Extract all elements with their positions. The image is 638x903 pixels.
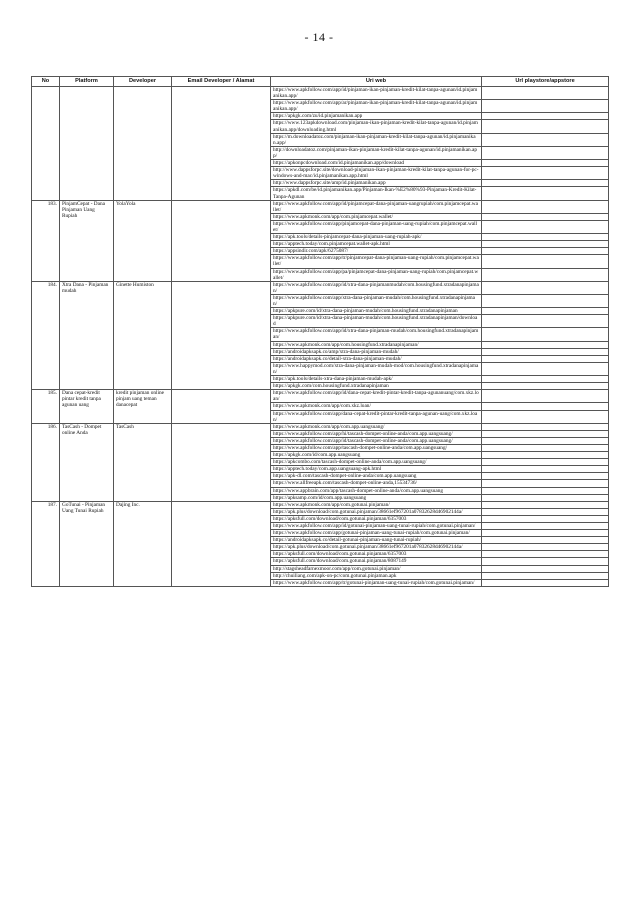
entry-number: 183. [32, 200, 60, 281]
web-url-link[interactable]: https://apksfull.com/download/com.gotunai.pinjaman/6357003 [271, 551, 482, 558]
web-url-link[interactable]: https://androidapksapk.co/detail-xtra-dana-pinjaman-mudah/ [271, 355, 482, 362]
web-url-link[interactable]: https://apksamp.com/id/com.app.uangsuang [271, 494, 482, 501]
web-url-link[interactable]: https://apkonpcdownload.com/id.pinjamanikan.app/download [271, 160, 482, 167]
web-url-link[interactable]: https://apptech.today/com.app.uangsuang-apk.html [271, 466, 482, 473]
store-url-cell [482, 100, 609, 113]
web-url-link[interactable]: https://www.apkfollow.com/app/tr/pinjamcepat-dana-pinjaman-uang-rupiah/com.pinjamcepat.wallet/ [271, 255, 482, 268]
entry-number [32, 87, 60, 201]
web-url-link[interactable]: https://appsindir.com/apk/6275087/ [271, 248, 482, 255]
store-url-cell [482, 255, 609, 268]
developer-name: Dajing Inc. [114, 501, 172, 586]
platform-name: PinjamCepat - Dana Pinjaman Uang Rupiah [60, 200, 114, 281]
store-url-cell [482, 167, 609, 180]
store-url-cell [482, 530, 609, 537]
store-url-cell [482, 508, 609, 515]
store-url-cell [482, 459, 609, 466]
store-url-cell [482, 187, 609, 200]
store-url-cell [482, 160, 609, 167]
developer-email [172, 423, 271, 501]
web-url-link[interactable]: https://www.apkmonk.com/app/com.housingfund.xtradanapinjaman/ [271, 341, 482, 348]
page-number: - 14 - [304, 30, 334, 44]
table-row [32, 423, 609, 430]
store-url-cell [482, 248, 609, 255]
web-url-link[interactable]: https://www.apkmonk.com/app/com.gotunai.pinjaman/ [271, 501, 482, 508]
web-url-link[interactable]: https://www.apkfollow.com/app/dana-cepat-kredit-pintar-kredit-tanpa-agunan-uang/com.xkz.loan/ [271, 410, 482, 423]
store-url-cell [482, 268, 609, 281]
platform-name: Xtra Dana - Pinjaman mudah [60, 281, 114, 390]
developer-email [172, 501, 271, 586]
store-url-cell [482, 403, 609, 410]
registry-table [31, 76, 609, 587]
developer-email [172, 200, 271, 281]
web-url-link[interactable]: https://www.apkmonk.com/app/com.xkz.loan/ [271, 403, 482, 410]
store-url-cell [482, 113, 609, 120]
web-url-link[interactable]: https://www.apkfollow.com/app/id/gotunai-pinjaman-uang-tunai-rupiah/com.gotunai.pinjaman/ [271, 523, 482, 530]
store-url-cell [482, 220, 609, 233]
store-url-cell [482, 390, 609, 403]
store-url-cell [482, 315, 609, 328]
table-row [32, 200, 609, 213]
header-row [32, 77, 609, 87]
store-url-cell [482, 241, 609, 248]
store-url-cell [482, 328, 609, 341]
table-row [32, 501, 609, 508]
store-url-cell [482, 494, 609, 501]
web-url-link[interactable]: https://www.apkfollow.com/app/id/pinjamcepat-dana-pinjaman-uangrupiah/com.pinjamcepat.wallet/ [271, 200, 482, 213]
table-row [32, 281, 609, 294]
web-url-link[interactable]: https://www.apkfollow.com/app/pinjamcepat-dana-pinjaman-uang-rupiah/com.pinjamcepat.wallet/ [271, 220, 482, 233]
developer-email [172, 390, 271, 423]
store-url-cell [482, 87, 609, 100]
developer-email [172, 281, 271, 390]
web-url-link[interactable]: https://apk.tools/details-xtra-dana-pinjaman-mudah-apk/ [271, 376, 482, 383]
table-body [32, 87, 609, 587]
web-url-link[interactable]: https://apkcombo.com/tascash-dompet-online-anda/com.app.uangsuang/ [271, 459, 482, 466]
store-url-cell [482, 213, 609, 220]
entry-number: 185. [32, 390, 60, 423]
web-url-link[interactable]: http://downloadatoz.com/pinjaman-ikan-pinjaman-kredit-kilat-tanpa-agunan/id.pinjamanikan.app/ [271, 146, 482, 159]
store-url-cell [482, 180, 609, 187]
store-url-cell [482, 410, 609, 423]
store-url-cell [482, 294, 609, 307]
web-url-link[interactable]: https://www.apkfollow.com/app/tascash-dompet-online-anda/com.app.uangsuang/ [271, 444, 482, 451]
web-url-link[interactable]: https://www.123apkdownload.com/pinjaman-ikan-pinjaman-kredit-kilat-tanpa-agunan/id.pinjamanikan.app/downloading.html [271, 120, 482, 133]
web-url-link[interactable]: https://www.apkfollow.com/app/id/dana-cepat-kredit-pintar-kredit-tanpa-agunanuang/com.xkz.loan/ [271, 390, 482, 403]
store-url-cell [482, 558, 609, 565]
web-url-link[interactable]: https://www.apkfollow.com/app/id/xtra-dana-pinjamanmudah/com.housingfund.xtradanapinjaman/ [271, 281, 482, 294]
store-url-cell [482, 383, 609, 390]
column-header-no: No [32, 77, 60, 87]
store-url-cell [482, 423, 609, 430]
web-url-link[interactable]: https://www.apkmonk.com/app/com.pinjamcepat.wallet/ [271, 213, 482, 220]
web-url-link[interactable]: https://www.apkmonk.com/app/com.app.uangsuang/ [271, 423, 482, 430]
store-url-cell [482, 515, 609, 522]
web-url-link[interactable]: https://apk.plus/download/com.gotunai.pinjaman/38661ef967201a07832628d46902144a/ [271, 544, 482, 551]
web-url-link[interactable]: https://www.apkfollow.com/app/tr/gotunai-pinjaman-uang-tunai-rupiah/com.gotunai.pinjaman/ [271, 579, 482, 586]
store-url-cell [482, 281, 609, 294]
column-header-store-url: Url playstore/appstore [482, 77, 609, 87]
store-url-cell [482, 234, 609, 241]
web-url-link[interactable]: https://www.apkfollow.com/app/xtra-dana-pinjaman-mudah/com.housingfund.xtradanapinjaman/ [271, 294, 482, 307]
developer-email [172, 87, 271, 201]
developer-name: TasCash [114, 423, 172, 501]
developer-name [114, 87, 172, 201]
entry-number: 186. [32, 423, 60, 501]
web-url-link[interactable]: https://www.appbrain.com/app/tascash-dompet-online-anda/com.app.uangsuang [271, 487, 482, 494]
web-url-link[interactable]: https://apk.plus/download/com.gotunai.pinjaman/38661ef967201a07832628d46902144a/ [271, 508, 482, 515]
web-url-link[interactable]: https://androidapksapk.co/detail-gotunai-pinjaman-uang-tunai-rupiah/ [271, 537, 482, 544]
web-url-link[interactable]: https://www.happymod.com/xtra-dana-pinjaman-mudah-mod/com.housingfund.xtradanapinjaman/ [271, 362, 482, 375]
web-url-link[interactable]: https://apkgk.com/com.housingfund.xtradanapinjaman [271, 383, 482, 390]
store-url-cell [482, 537, 609, 544]
web-url-link[interactable]: https://www.allfreeapk.com/tascash-dompet-online-anda,15534736/ [271, 480, 482, 487]
store-url-cell [482, 308, 609, 315]
column-header-platform: Platform [60, 77, 114, 87]
web-url-link[interactable]: https://apksfull.com/download/com.gotunai.pinjaman/8087149 [271, 558, 482, 565]
web-url-link[interactable]: https://www.apkfollow.com/app/ar/pinjaman-ikan-pinjaman-kredit-kilat-tanpa-agunan/id.pinjamanikan.app/ [271, 100, 482, 113]
web-url-link[interactable]: https://apkgk.com/zu/id.pinjamanikan.app [271, 113, 482, 120]
store-url-cell [482, 146, 609, 159]
store-url-cell [482, 565, 609, 572]
store-url-cell [482, 572, 609, 579]
web-url-link[interactable]: http://www.dappsforpc.site/download-pinjaman-ikan-pinjaman-kredit-kilat-tanpa-agunan-for-pc-windows-and-mac/id.pinjamanikan.app.html [271, 167, 482, 180]
entry-number: 187. [32, 501, 60, 586]
store-url-cell [482, 452, 609, 459]
table-row [32, 390, 609, 403]
web-url-link[interactable]: https://apkpure.com/id/xtra-dana-pinjaman-mudah/com.housingfund.xtradanapinjaman [271, 308, 482, 315]
web-url-link[interactable]: https://www.apkfollow.com/app/hi/tascash-dompet-online-anda/com.app.uangsuang/ [271, 430, 482, 437]
web-url-link[interactable]: https://www.apkfollow.com/app/gotunai-pinjaman-uang-tunai-rupiah/com.gotunai.pinjaman/ [271, 530, 482, 537]
entry-number: 184. [32, 281, 60, 390]
store-url-cell [482, 501, 609, 508]
store-url-cell [482, 466, 609, 473]
store-url-cell [482, 551, 609, 558]
web-url-link[interactable]: https://www.apkfollow.com/app/id/xtra-dana-pinjaman-mudah/com.housingfund.xtradanapinjaman/ [271, 328, 482, 341]
column-header-developer: Developer [114, 77, 172, 87]
store-url-cell [482, 473, 609, 480]
store-url-cell [482, 480, 609, 487]
store-url-cell [482, 341, 609, 348]
developer-name: YolaYola [114, 200, 172, 281]
web-url-link[interactable]: https://www.apkfollow.com/app/id/pinjaman-ikan-pinjaman-kredit-kilat-tanpa-agunan/id.pinjamanikan.app/ [271, 87, 482, 100]
web-url-link[interactable]: http://stagsheadfarnexmoor.com/app/com.gotunai.pinjaman/ [271, 565, 482, 572]
platform-name: Dana cepat-kredit pintar kredit tanpa agunan uang [60, 390, 114, 423]
web-url-link[interactable]: https://apk.tools/details-pinjamcepat-dana-pinjaman-uang-rupiah-apk/ [271, 234, 482, 241]
store-url-cell [482, 544, 609, 551]
store-url-cell [482, 444, 609, 451]
web-url-link[interactable]: https://apkdl.com/be/id.pinjamanikan.app/Pinjaman-Ikan-%E2%80%93-Pinjaman-Kredit-Kilat-Tanpa-Agunan [271, 187, 482, 200]
web-url-link[interactable]: https://androidapksapk.co/amp/xtra-dana-pinjaman-mudah/ [271, 348, 482, 355]
store-url-cell [482, 200, 609, 213]
table-row [32, 87, 609, 100]
column-header-email: Email Developer / Alamat [172, 77, 271, 87]
store-url-cell [482, 579, 609, 586]
store-url-cell [482, 430, 609, 437]
web-url-link[interactable]: http://chuiliang.com/apk-on-pc/com.gotunai.pinjaman.apk [271, 572, 482, 579]
developer-name: Ginette Humiston [114, 281, 172, 390]
store-url-cell [482, 133, 609, 146]
web-url-link[interactable]: https://apptech.today/com.pinjamcepat.wallet-apk.html [271, 241, 482, 248]
web-url-link[interactable]: https://apkgk.com/id/com.app.uangsuang [271, 452, 482, 459]
web-url-link[interactable]: https://apk-dl.com/tascash-dompet-online-anda/com.app.uangsuang [271, 473, 482, 480]
developer-name: kredit pinjaman online pinjam uang teman danacepat [114, 390, 172, 423]
web-url-link[interactable]: https://apkpure.com/id/xtra-dana-pinjaman-mudah/com.housingfund.xtradanapinjaman/download [271, 315, 482, 328]
platform-name: GoTunai - Pinjaman Uang Tunai Rupiah [60, 501, 114, 586]
store-url-cell [482, 348, 609, 355]
web-url-link[interactable]: https://apksfull.com/download/com.gotunai.pinjaman/6357003 [271, 515, 482, 522]
platform-name [60, 87, 114, 201]
web-url-link[interactable]: https://www.apkfollow.com/app/pa/pinjamcepat-dana-pinjaman-uang-rupiah/com.pinjamcepat.wallet/ [271, 268, 482, 281]
platform-name: TasCash - Dompet online Anda [60, 423, 114, 501]
store-url-cell [482, 487, 609, 494]
store-url-cell [482, 362, 609, 375]
store-url-cell [482, 355, 609, 362]
web-url-link[interactable]: https://www.apkfollow.com/app/id/tascash-dompet-online-anda/com.app.uangsuang/ [271, 437, 482, 444]
column-header-web-url: Uri web [271, 77, 482, 87]
store-url-cell [482, 120, 609, 133]
web-url-link[interactable]: https://m.downloadatoz.com/pinjaman-ikan-pinjaman-kredit-kilat-tanpa-agunan/id.pinjamanikan.app/ [271, 133, 482, 146]
store-url-cell [482, 437, 609, 444]
web-url-link[interactable]: http://www.dappsforpc.site/amp/id.pinjamanikan.app [271, 180, 482, 187]
store-url-cell [482, 523, 609, 530]
store-url-cell [482, 376, 609, 383]
